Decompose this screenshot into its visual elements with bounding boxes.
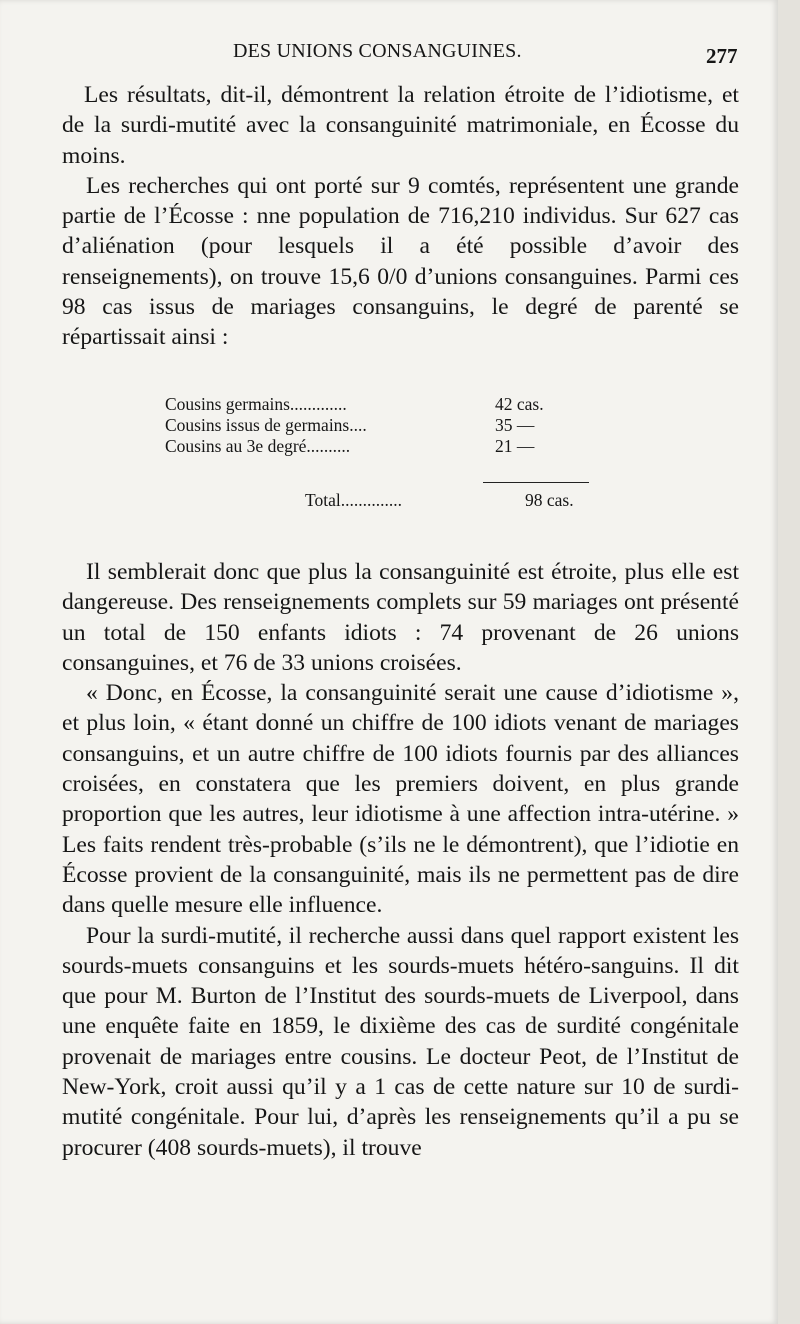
text-block-top [62,80,739,353]
text-block-bottom [62,557,739,1163]
table-row [165,436,605,457]
table-row-value: 21 — [495,436,535,456]
table-row-label: Cousins au 3e degré.......... [165,436,351,456]
page-number: 277 [706,44,738,68]
table-row [165,394,605,415]
sum-rule [483,482,589,483]
table-row-label: Cousins germains............. [165,394,347,414]
paragraph: Pour la surdi-mutité, il recherche aussi dans quel rapport existent les sourds-muets consanguins et les sourds-muets hétéro-sanguins. Il dit que pour M. Burton de l’Institut des sourds-muets de Liverpool, dans une enquête faite en 1859, le dixième des cas de surdité congénitale provenait de mariages entre cousins. Le docteur Peot, de l’Institut de New-York, croit aussi qu’il y a 1 cas de cette nature sur 10 de surdi-mutité congénitale. Pour lui, d’après les renseignements qu’il a pu se procurer (408 sourds-muets), il trouve [62,922,739,1161]
table-total-value: 98 cas. [525,490,574,510]
table-total-label: Total.............. [305,490,402,510]
paragraph: Il semblerait donc que plus la consanguinité est étroite, plus elle est dangereuse. Des renseignements complets sur 59 mariages ont présenté un total de 150 enfants idiots : 74 provenant de 26 unions consanguines, et 76 de 33 unions croisées. [62,559,739,676]
page-header [0,40,778,76]
kinship-table [165,394,605,510]
running-title: DES UNIONS CONSANGUINES. [233,40,522,62]
table-row-value: 42 cas. [495,394,544,414]
paragraph: « Donc, en Écosse, la consanguinité serait une cause d’idiotisme », et plus loin, « étant donné un chiffre de 100 idiots venant de mariages consanguins, et un autre chiffre de 100 idiots fournis par des alliances croisées, en constatera que les premiers doivent, en plus grande proportion que les autres, leur idiotisme à une affection intra-utérine. » Les faits rendent très-probable (s’ils ne le démontrent), que l’idiotie en Écosse provient de la consanguinité, mais ils ne permettent pas de dire dans quelle mesure elle influence. [62,680,739,919]
table-row-value: 35 — [495,415,535,435]
table-row [165,415,605,436]
table-row-label: Cousins issus de germains.... [165,415,367,435]
paragraph: Les recherches qui ont porté sur 9 comtés, représentent une grande partie de l’Écosse : nne population de 716,210 individus. Sur 627 cas d’aliénation (pour lesquels il a été possible d’avoir des renseignements), on trouve 15,6 0/0 d’unions consanguines. Parmi ces 98 cas issus de mariages consanguins, le degré de parenté se répartissait ainsi : [62,172,739,351]
paragraph: Les résultats, dit-il, démontrent la relation étroite de l’idiotisme, et de la surdi-mutité avec la consanguinité matrimoniale, en Écosse du moins. [62,82,739,169]
